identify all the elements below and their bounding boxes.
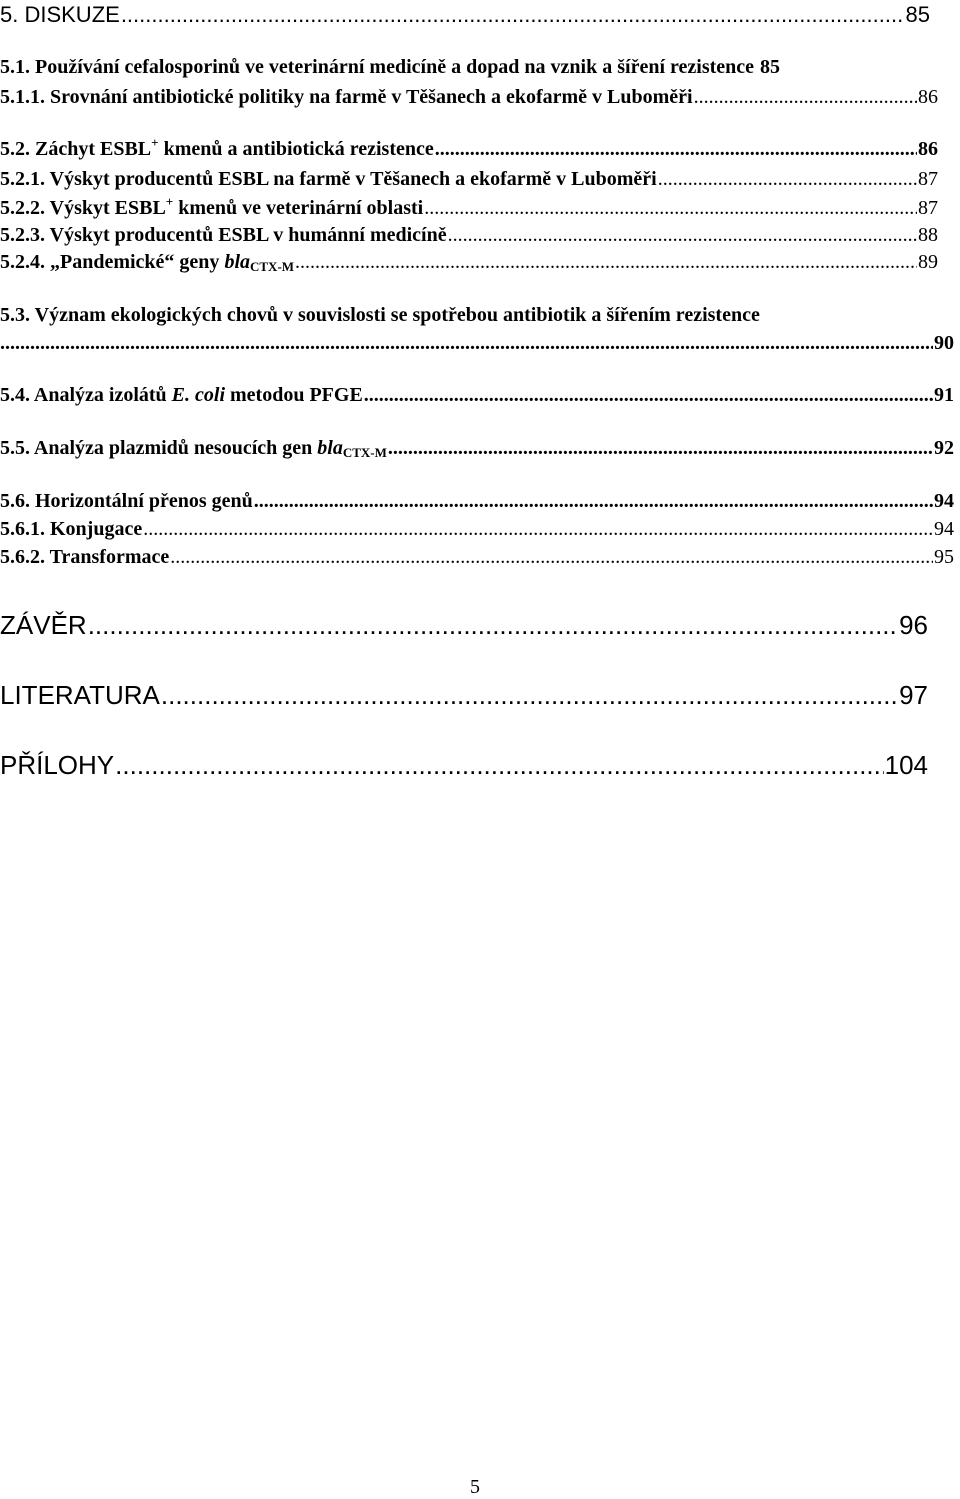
toc-page-number: 95: [934, 546, 954, 568]
toc-entry-5-2-3[interactable]: [0, 224, 938, 247]
toc-leader-dots: [170, 546, 933, 569]
toc-entry-5-4[interactable]: [0, 384, 954, 407]
toc-page-number: 89: [918, 251, 938, 273]
toc-page-number: 88: [918, 224, 938, 246]
toc-entry-label: 5.1.1. Srovnání antibiotické politiky na farmě v Těšanech a ekofarmě v Luboměři: [0, 86, 693, 108]
toc-entry-5-2-4[interactable]: [0, 251, 938, 274]
toc-entry-5-2[interactable]: [0, 138, 938, 161]
toc-leader-dots: [254, 490, 933, 513]
toc-entry-label: 5.2.3. Výskyt producentů ESBL v humánní medicíně: [0, 224, 447, 246]
toc-leader-dots: [694, 86, 917, 109]
toc-entry-label: 5.6. Horizontální přenos genů: [0, 490, 253, 512]
toc-entry-label: ZÁVĚR: [0, 610, 87, 640]
toc-leader-dots: [658, 168, 917, 191]
toc-entry-label: 5.3. Význam ekologických chovů v souvislosti se spotřebou antibiotik a šířením rezistence: [0, 304, 760, 326]
toc-page-number: 86: [918, 138, 938, 160]
toc-page-number: 87: [918, 168, 938, 190]
toc-entry-5-3[interactable]: [0, 304, 960, 327]
page-number-footer: 5: [470, 1476, 480, 1498]
toc-entry-label: 5.1. Používání cefalosporinů ve veterinární medicíně a dopad na vznik a šíření rezistence: [0, 56, 755, 78]
toc-leader-dots: [435, 138, 917, 161]
toc-entry-zaver[interactable]: [0, 610, 928, 641]
toc-entry-label: 5.2.2. Výskyt ESBL+ kmenů ve veterinární oblasti: [0, 197, 424, 219]
toc-leader-dots: [364, 384, 933, 407]
toc-entry-5-2-1[interactable]: [0, 168, 938, 191]
toc-page-number: 91: [934, 384, 954, 406]
toc-leader-dots: [388, 437, 933, 460]
toc-leader-dots: [121, 2, 905, 28]
toc-entry-label: 5.2.1. Výskyt producentů ESBL na farmě v Těšanech a ekofarmě v Luboměři: [0, 168, 657, 190]
toc-entry-5-6-1[interactable]: [0, 518, 954, 541]
toc-entry-label: 5. DISKUZE: [0, 2, 120, 27]
toc-page-number: 85: [905, 2, 930, 27]
toc-page-number: 92: [934, 437, 954, 459]
toc-entry-5-6[interactable]: [0, 490, 954, 513]
toc-entry-label: 5.2. Záchyt ESBL+ kmenů a antibiotická rezistence: [0, 138, 434, 160]
toc-entry-label: 5.6.1. Konjugace: [0, 518, 143, 540]
toc-entry-label: 5.6.2. Transformace: [0, 546, 170, 568]
toc-page-number: 87: [918, 197, 938, 219]
toc-entry-5-5[interactable]: [0, 437, 954, 460]
toc-leader-dots: [88, 610, 898, 641]
toc-leader-dots: [448, 224, 917, 247]
toc-page-number: 90: [934, 332, 954, 354]
toc-page-number: 86: [918, 86, 938, 108]
toc-entry-5-1[interactable]: [0, 56, 960, 79]
toc-entry-prilohy[interactable]: [0, 750, 928, 781]
toc-page-number: 94: [934, 490, 954, 512]
toc-page-number: 94: [934, 518, 954, 540]
toc-leader-dots: [295, 251, 917, 274]
toc-entry-5-3-continuation[interactable]: [0, 332, 954, 355]
toc-entry-diskuze[interactable]: [0, 2, 930, 28]
toc-page-number: 85: [760, 56, 781, 78]
toc-entry-label: PŘÍLOHY: [0, 750, 115, 780]
toc-entry-5-2-2[interactable]: [0, 197, 938, 220]
toc-entry-5-1-1[interactable]: [0, 86, 938, 109]
toc-entry-literatura[interactable]: [0, 680, 928, 711]
toc-entry-label: 5.2.4. „Pandemické“ geny blaCTX-M: [0, 251, 295, 274]
toc-page-number: 96: [899, 610, 928, 640]
toc-entry-label: LITERATURA: [0, 680, 160, 710]
toc-leader-dots: [115, 750, 883, 781]
toc-page-number: 104: [884, 750, 928, 780]
toc-page-number: 97: [899, 680, 928, 710]
toc-entry-label: 5.5. Analýza plazmidů nesoucích gen blaCTX-M: [0, 437, 387, 460]
toc-leader-dots: [0, 332, 933, 355]
toc-leader-dots: [161, 680, 898, 711]
toc-entry-5-6-2[interactable]: [0, 546, 954, 569]
toc-leader-dots: [424, 197, 917, 220]
toc-leader-dots: [143, 518, 933, 541]
toc-entry-label: 5.4. Analýza izolátů E. coli metodou PFGE: [0, 384, 363, 406]
